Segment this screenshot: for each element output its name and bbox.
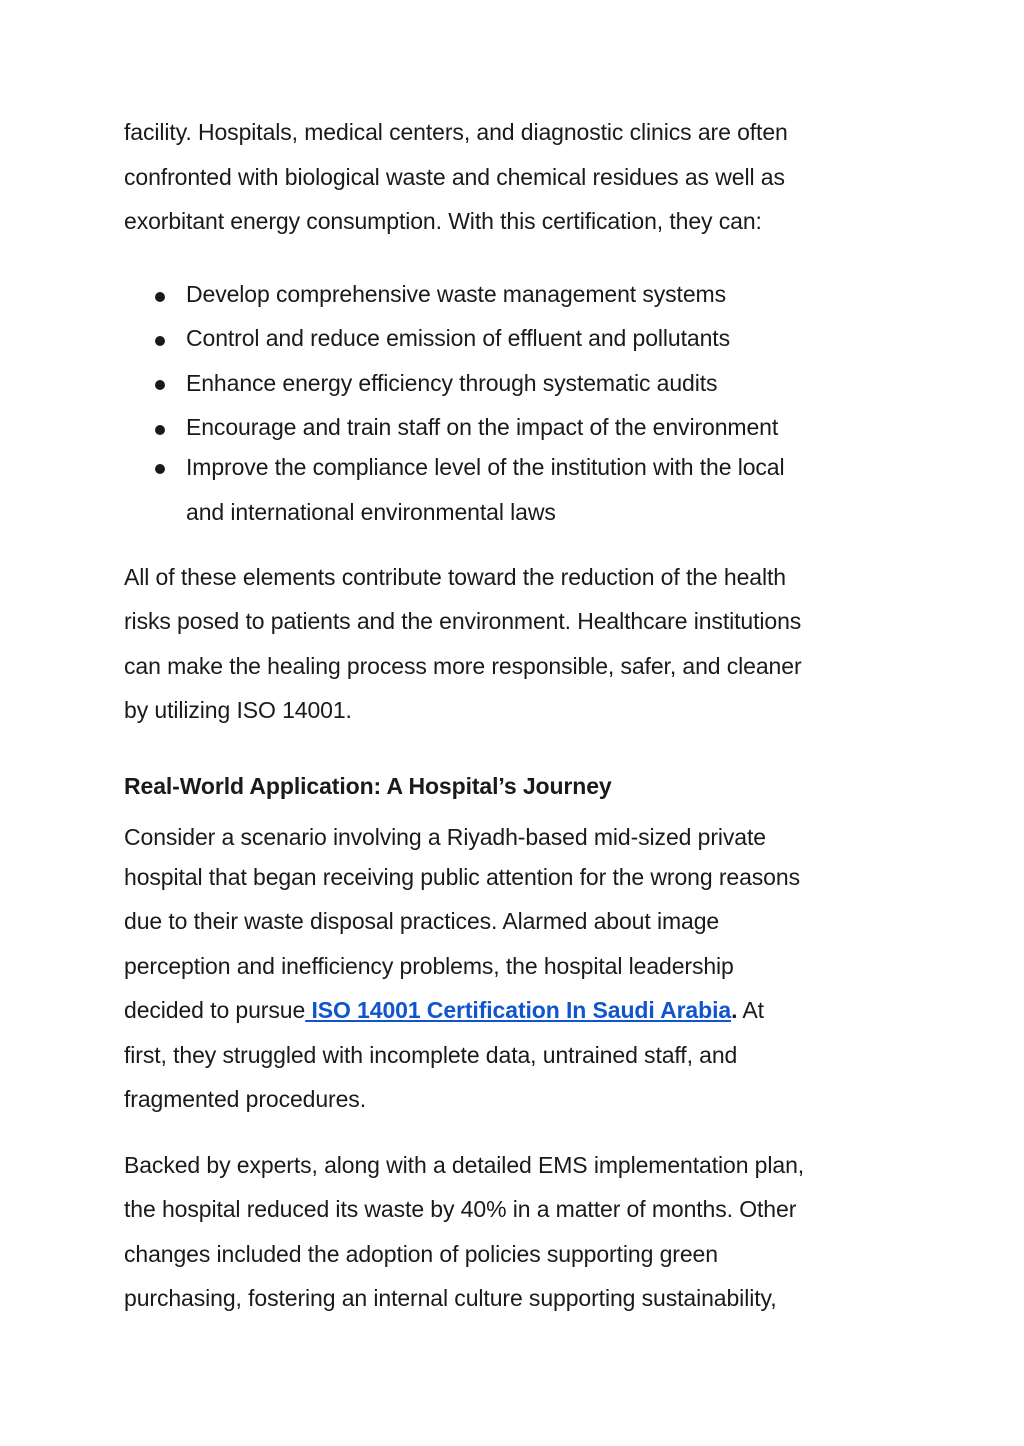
bullet-icon — [155, 425, 165, 435]
bullet-icon — [155, 464, 165, 474]
intro-line: exorbitant energy consumption. With this certification, they can: — [124, 208, 762, 234]
intro-line: confronted with biological waste and chemical residues as well as — [124, 164, 785, 190]
outcome-line: Backed by experts, along with a detailed EMS implementation plan, — [124, 1152, 805, 1178]
scenario-line: hospital that began receiving public attention for the wrong reasons — [124, 864, 800, 890]
summary-line: risks posed to patients and the environment. Healthcare institutions — [124, 608, 802, 634]
list-item: Enhance energy efficiency through systematic audits — [186, 370, 718, 396]
intro-line: facility. Hospitals, medical centers, and diagnostic clinics are often — [124, 119, 788, 145]
link-period: . — [731, 997, 738, 1023]
list-item-continuation: and international environmental laws — [186, 499, 556, 525]
scenario-line: perception and inefficiency problems, the hospital leadership — [124, 953, 734, 979]
summary-line: All of these elements contribute toward the reduction of the health — [124, 564, 786, 590]
bullet-icon — [155, 336, 165, 346]
iso-14001-saudi-link[interactable]: ISO 14001 Certification In Saudi Arabia — [305, 997, 732, 1023]
outcome-line: changes included the adoption of policies supporting green — [124, 1241, 718, 1267]
list-item: Develop comprehensive waste management systems — [186, 281, 726, 307]
outcome-line: the hospital reduced its waste by 40% in a matter of months. Other — [124, 1196, 797, 1222]
scenario-line: Consider a scenario involving a Riyadh-based mid-sized private — [124, 824, 766, 850]
scenario-line: first, they struggled with incomplete data, untrained staff, and — [124, 1042, 738, 1068]
outcome-line: purchasing, fostering an internal culture supporting sustainability, — [124, 1285, 777, 1311]
link-prefix-text: decided to pursue — [124, 997, 306, 1023]
list-item: Improve the compliance level of the institution with the local — [186, 454, 785, 480]
bullet-icon — [155, 292, 165, 302]
summary-line: by utilizing ISO 14001. — [124, 697, 352, 723]
summary-line: can make the healing process more responsible, safer, and cleaner — [124, 653, 802, 679]
list-item: Control and reduce emission of effluent and pollutants — [186, 325, 730, 351]
scenario-line: due to their waste disposal practices. Alarmed about image — [124, 908, 720, 934]
link-suffix-text: At — [737, 997, 764, 1023]
section-heading: Real-World Application: A Hospital’s Journey — [124, 773, 612, 799]
scenario-link-line — [124, 996, 764, 1024]
scenario-line: fragmented procedures. — [124, 1086, 366, 1112]
bullet-icon — [155, 380, 165, 390]
list-item: Encourage and train staff on the impact of the environment — [186, 414, 779, 440]
